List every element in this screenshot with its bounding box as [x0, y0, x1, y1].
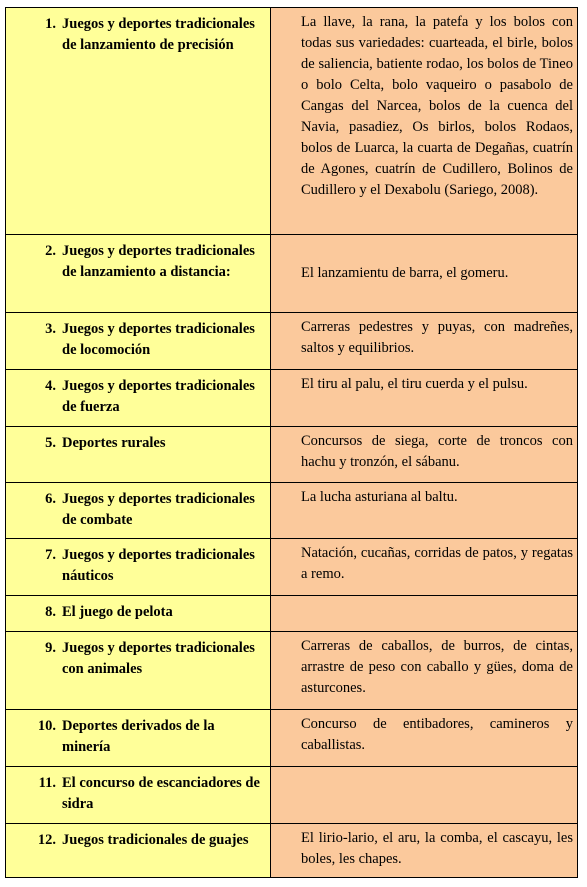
row-number: 5.	[45, 435, 56, 451]
row-title: El juego de pelota	[62, 604, 173, 620]
row-label-3	[6, 313, 271, 370]
row-label-5	[6, 427, 271, 483]
row-desc-3: Carreras pedestres y puyas, con madreñes, saltos y equilibrios.	[271, 313, 577, 370]
row-label-7	[6, 539, 271, 596]
row-label-9	[6, 632, 271, 710]
row-number: 3.	[45, 321, 56, 337]
row-title: Juegos y deportes tradicionales con animales	[62, 640, 255, 677]
row-desc-10: Concurso de entibadores, camineros y caballistas.	[271, 710, 577, 767]
row-number: 1.	[45, 16, 56, 32]
row-label-10	[6, 710, 271, 767]
row-number: 6.	[45, 491, 56, 507]
row-label-6	[6, 483, 271, 539]
row-number: 9.	[45, 640, 56, 656]
row-desc-6: La lucha asturiana al baltu.	[271, 483, 577, 539]
row-desc-12: El lirio-lario, el aru, la comba, el cascayu, les boles, les chapes.	[271, 824, 577, 877]
row-title: El concurso de escanciadores de sidra	[62, 775, 260, 812]
row-label-11	[6, 767, 271, 824]
row-desc-4: El tiru al palu, el tiru cuerda y el pulsu.	[271, 370, 577, 427]
row-number: 10.	[37, 718, 56, 734]
row-label-1	[6, 8, 271, 235]
row-desc-8	[271, 596, 577, 632]
row-desc-text: El lanzamientu de barra, el gomeru.	[301, 265, 509, 281]
row-desc-1: La llave, la rana, la patefa y los bolos con todas sus variedades: cuarteada, el birle, bolos de saliencia, batiente rodao, los bolos de Tineo o bolo Celta, bolo vaqueiro o pasabolo de Cangas del Narcea, bolos de la cuenca del Navia, pasadiez, Os birlos, bolos Rodaos, bolos de Luarca, la cuarta de Degañas, cuatrín de Agones, cuatrín de Cudillero, Bolinos de Cudillero y el Dexabolu (Sariego, 2008).	[271, 8, 577, 235]
row-title: Juegos y deportes tradicionales de combate	[62, 491, 255, 528]
row-title: Juegos tradicionales de guajes	[62, 832, 249, 848]
row-title: Deportes derivados de la minería	[62, 718, 215, 755]
row-desc-5: Concursos de siega, corte de troncos con hachu y tronzón, el sábanu.	[271, 427, 577, 483]
row-title: Juegos y deportes tradicionales de lanzamiento a distancia:	[62, 243, 255, 280]
row-number: 12.	[37, 832, 56, 848]
row-number: 2.	[45, 243, 56, 259]
row-number: 11.	[38, 775, 56, 791]
row-label-4	[6, 370, 271, 427]
row-title: Juegos y deportes tradicionales de lanzamiento de precisión	[62, 16, 255, 53]
row-desc-11	[271, 767, 577, 824]
row-number: 8.	[45, 604, 56, 620]
row-title: Juegos y deportes tradicionales náuticos	[62, 547, 255, 584]
row-title: Deportes rurales	[62, 435, 166, 451]
row-label-12	[6, 824, 271, 877]
row-desc-2	[271, 235, 577, 313]
row-label-8	[6, 596, 271, 632]
row-title: Juegos y deportes tradicionales de fuerza	[62, 378, 255, 415]
row-number: 4.	[45, 378, 56, 394]
row-label-2	[6, 235, 271, 313]
row-desc-9: Carreras de caballos, de burros, de cintas, arrastre de peso con caballo y gües, doma de asturcones.	[271, 632, 577, 710]
row-number: 7.	[45, 547, 56, 563]
row-title: Juegos y deportes tradicionales de locomoción	[62, 321, 255, 358]
sports-table	[5, 7, 578, 878]
row-desc-7: Natación, cucañas, corridas de patos, y regatas a remo.	[271, 539, 577, 596]
